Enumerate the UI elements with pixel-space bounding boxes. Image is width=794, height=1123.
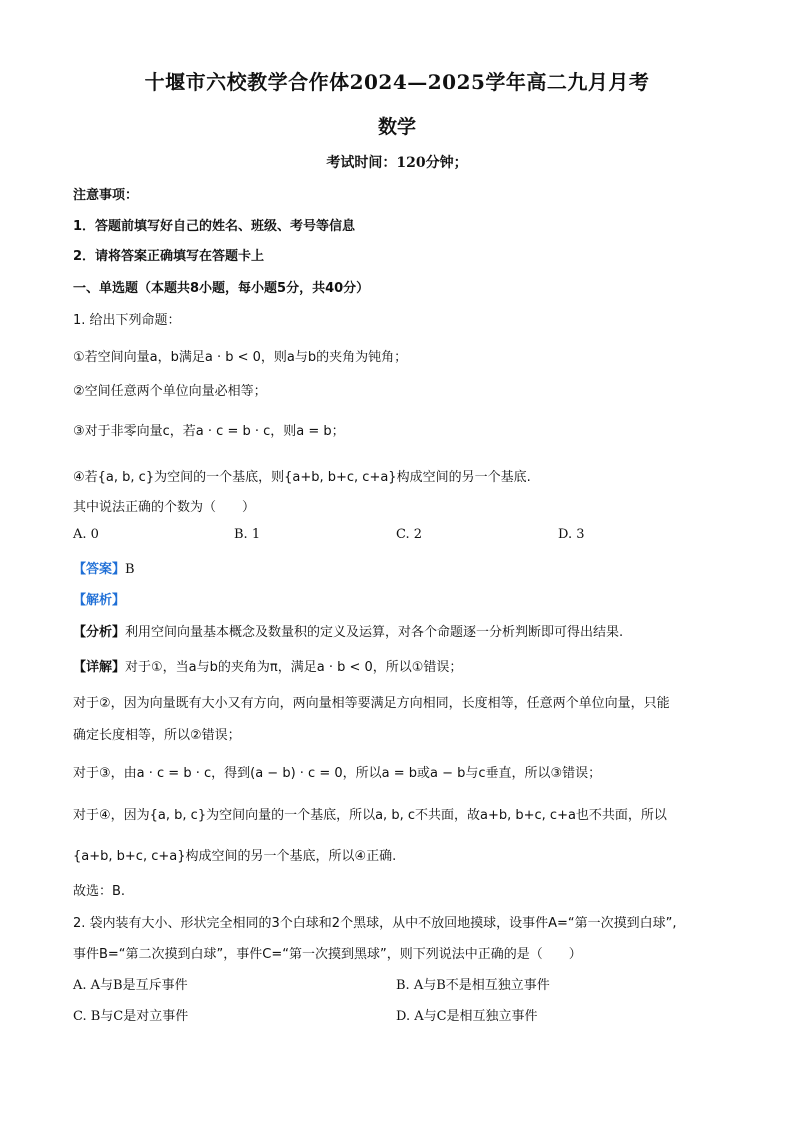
q1-answer-line xyxy=(73,558,135,577)
q1-option-d: D. 3 xyxy=(558,527,585,542)
subject-title: 数学 xyxy=(377,116,416,138)
q1-proposition-4: ④若{a, b, c}为空间的一个基底，则{a+b, b+c, c+a}构成空间的另一个基底. xyxy=(73,470,531,485)
section-heading: 一、单选题（本题共8小题，每小题5分，共40分） xyxy=(73,281,370,296)
q1-detail-4a: 对于④，因为{a, b, c}为空间向量的一个基底，所以a, b, c不共面，故a+b, b+c, c+a也不共面，所以 xyxy=(73,808,667,823)
q2-option-b: B. A与B不是相互独立事件 xyxy=(396,978,550,993)
note-item-1: 1．答题前填写好自己的姓名、班级、考号等信息 xyxy=(73,219,356,234)
xiangjie-label: 【详解】 xyxy=(73,660,126,675)
q1-ask: 其中说法正确的个数为（ ） xyxy=(73,500,256,515)
q1-proposition-1: ①若空间向量a，b满足a · b < 0，则a与b的夹角为钝角； xyxy=(73,350,408,365)
q1-fenxi-line xyxy=(73,621,623,640)
q1-detail-2a: 对于②，因为向量既有大小又有方向，两向量相等要满足方向相同，长度相等，任意两个单位向量，只能 xyxy=(73,696,670,711)
q1-conclusion: 故选：B. xyxy=(73,884,126,899)
q2-option-a: A. A与B是互斥事件 xyxy=(73,978,188,993)
fenxi-label: 【分析】 xyxy=(73,625,126,640)
q1-proposition-3: ③对于非零向量c，若a · c = b · c，则a = b； xyxy=(73,424,345,439)
q1-detail-2b: 确定长度相等，所以②错误； xyxy=(73,728,241,743)
q2-stem-a: 2. 袋内装有大小、形状完全相同的3个白球和2个黑球，从中不放回地摸球，设事件A=“第一次摸到白球”, xyxy=(73,916,677,931)
q1-proposition-2: ②空间任意两个单位向量必相等； xyxy=(73,384,267,399)
q2-option-c: C. B与C是对立事件 xyxy=(73,1009,189,1024)
q1-option-a: A. 0 xyxy=(73,527,99,542)
exam-time: 考试时间：120分钟； xyxy=(326,155,468,171)
notes-heading: 注意事项： xyxy=(73,188,139,203)
answer-label: 【答案】 xyxy=(73,562,126,577)
q1-analysis-line xyxy=(73,589,125,608)
q1-detail-4b: {a+b, b+c, c+a}构成空间的另一个基底，所以④正确. xyxy=(73,849,397,864)
q1-stem: 1. 给出下列命题： xyxy=(73,313,181,328)
exam-title: 十堰市六校教学合作体2024—2025学年高二九月月考 xyxy=(144,70,650,94)
detail-1-text: 对于①，当a与b的夹角为π，满足a · b < 0，所以①错误； xyxy=(125,660,463,675)
note-item-2: 2．请将答案正确填写在答题卡上 xyxy=(73,249,265,264)
analysis-label: 【解析】 xyxy=(73,593,126,608)
q1-option-c: C. 2 xyxy=(396,527,423,542)
q1-option-b: B. 1 xyxy=(234,527,261,542)
fenxi-text: 利用空间向量基本概念及数量积的定义及运算，对各个命题逐一分析判断即可得出结果. xyxy=(125,625,624,640)
q1-detail-3: 对于③，由a · c = b · c，得到(a − b) · c = 0，所以a = b或a − b与c垂直，所以③错误； xyxy=(73,766,602,781)
answer-value: B xyxy=(125,562,135,577)
q1-detail-1 xyxy=(73,656,462,675)
q2-stem-b: 事件B=“第二次摸到白球”，事件C=“第一次摸到黑球”，则下列说法中正确的是（ ） xyxy=(73,947,582,962)
q2-option-d: D. A与C是相互独立事件 xyxy=(396,1009,538,1024)
